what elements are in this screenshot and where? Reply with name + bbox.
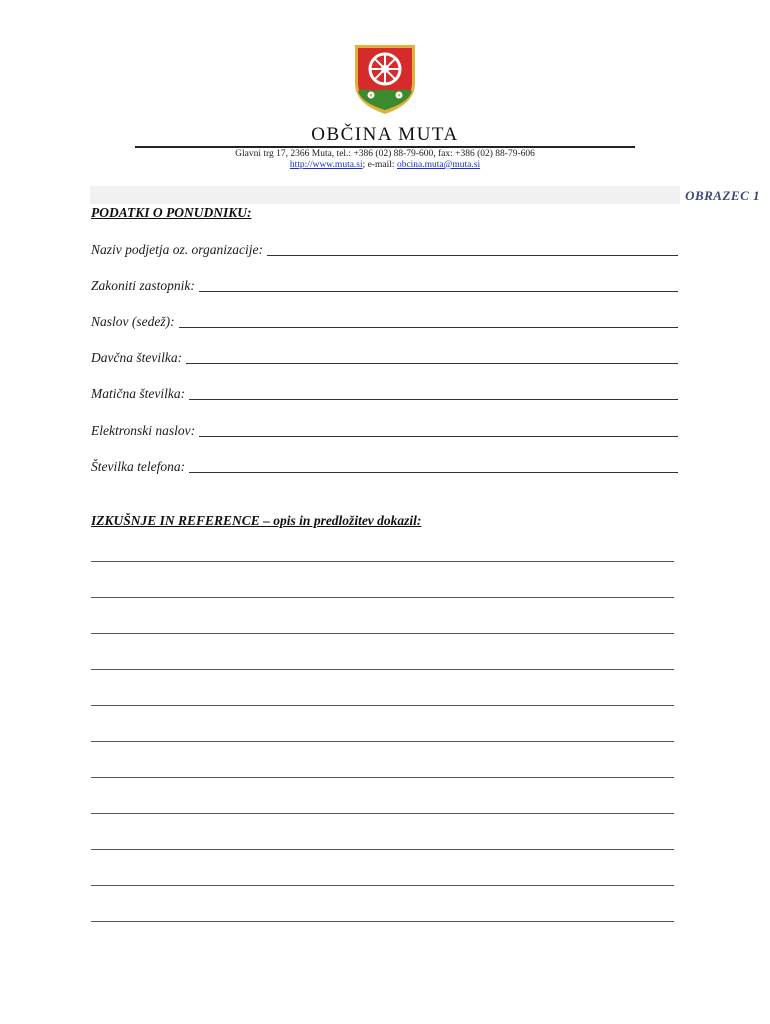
fill-line[interactable] (189, 460, 678, 473)
experience-blank-line[interactable] (91, 777, 674, 778)
company-name-field[interactable] (91, 242, 678, 258)
fill-line[interactable] (189, 387, 678, 400)
form-header-band (90, 186, 680, 204)
experience-blank-line[interactable] (91, 597, 674, 598)
phone-number-field[interactable] (91, 459, 678, 475)
experience-blank-line[interactable] (91, 669, 674, 670)
field-label: Davčna številka: (91, 350, 183, 365)
experience-blank-line[interactable] (91, 633, 674, 634)
municipality-title: OBČINA MUTA (311, 124, 459, 145)
municipality-contact (135, 160, 635, 171)
field-label: Zakoniti zastopnik: (91, 278, 195, 293)
contact-separator: ; e-mail: (362, 160, 397, 170)
registration-number-field[interactable] (91, 386, 678, 402)
fill-line[interactable] (267, 243, 678, 256)
letterhead-title-row (135, 124, 635, 148)
field-label: Elektronski naslov: (91, 423, 196, 438)
experience-blank-line[interactable] (91, 849, 674, 850)
legal-representative-field[interactable] (91, 278, 678, 294)
form-number: OBRAZEC 1 (685, 188, 760, 203)
fill-line[interactable] (199, 424, 678, 437)
experience-blank-line[interactable] (91, 741, 674, 742)
municipality-address: Glavni trg 17, 2366 Muta, tel.: +386 (02) 88-79-600, fax: +386 (02) 88-79-606 (235, 149, 535, 159)
fill-line[interactable] (186, 351, 678, 364)
website-link[interactable]: http://www.muta.si (289, 160, 363, 170)
fill-line[interactable] (199, 279, 678, 292)
municipality-crest-icon (353, 43, 417, 115)
experience-blank-line[interactable] (91, 885, 674, 886)
bidder-section-title: PODATKI O PONUDNIKU: (91, 205, 252, 220)
fill-line[interactable] (179, 315, 678, 328)
email-address-field[interactable] (91, 423, 678, 439)
experience-blank-line[interactable] (91, 561, 674, 562)
field-label: Številka telefona: (91, 459, 186, 474)
experience-blank-line[interactable] (91, 705, 674, 706)
experience-section-title: IZKUŠNJE IN REFERENCE – opis in predložitev dokazil: (91, 513, 422, 528)
field-label: Naziv podjetja oz. organizacije: (91, 242, 263, 257)
field-label: Matična številka: (91, 386, 186, 401)
tax-number-field[interactable] (91, 350, 678, 366)
experience-blank-line[interactable] (91, 921, 674, 922)
experience-blank-line[interactable] (91, 813, 674, 814)
field-label: Naslov (sedež): (91, 314, 175, 329)
address-field[interactable] (91, 314, 678, 330)
email-link[interactable]: obcina.muta@muta.si (396, 160, 481, 170)
